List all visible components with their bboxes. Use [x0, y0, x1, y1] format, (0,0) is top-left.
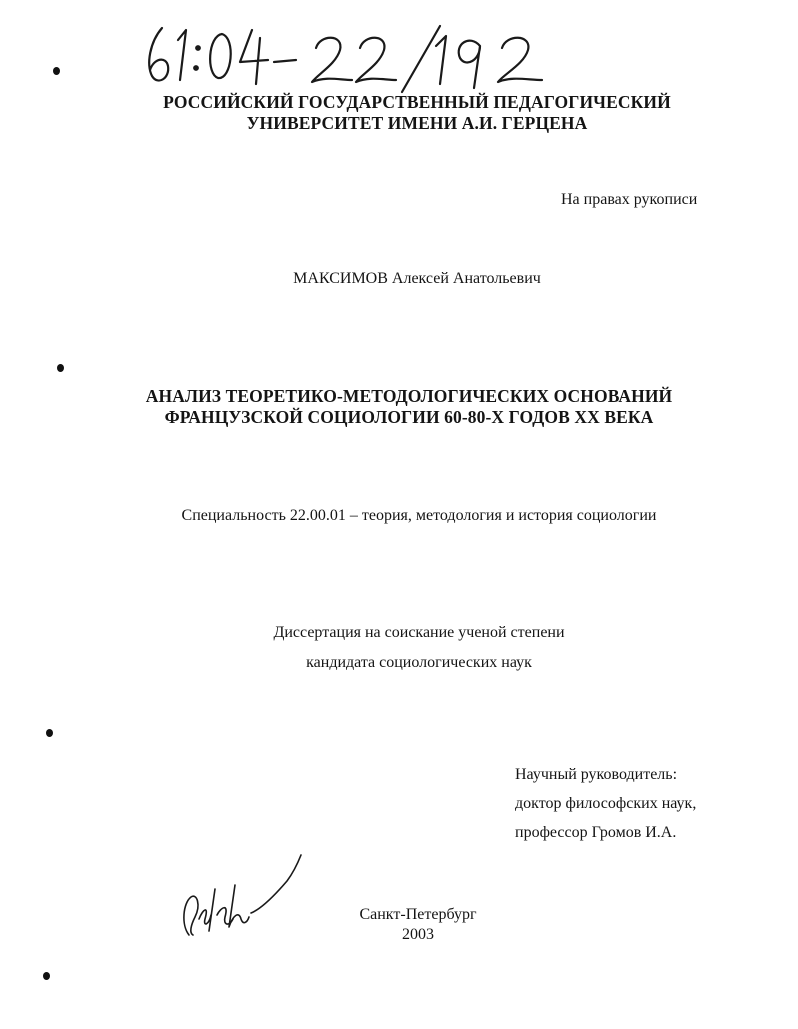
handwritten-archive-code — [140, 18, 560, 98]
manuscript-note: На правах рукописи — [561, 191, 698, 208]
specialty-line: Специальность 22.00.01 – теория, методология и история социологии — [181, 507, 657, 524]
institution-line-1: РОССИЙСКИЙ ГОСУДАРСТВЕННЫЙ ПЕДАГОГИЧЕСКИЙ — [163, 92, 671, 112]
author-name: МАКСИМОВ Алексей Анатольевич — [293, 270, 541, 287]
advisor-label: Научный руководитель: — [515, 766, 678, 783]
punch-hole-mark — [53, 67, 60, 75]
institution-heading — [18, 92, 798, 134]
punch-hole-mark — [46, 729, 53, 737]
dissertation-title — [10, 386, 798, 428]
title-line-2: ФРАНЦУЗСКОЙ СОЦИОЛОГИИ 60-80-Х ГОДОВ XX ВЕКА — [164, 407, 654, 427]
punch-hole-mark — [43, 972, 50, 980]
punch-hole-mark — [57, 364, 64, 372]
degree-line-1: Диссертация на соискание ученой степени — [273, 624, 565, 641]
year: 2003 — [402, 926, 434, 943]
handwritten-signature — [175, 845, 315, 945]
scientific-advisor — [515, 760, 696, 847]
title-line-1: АНАЛИЗ ТЕОРЕТИКО-МЕТОДОЛОГИЧЕСКИХ ОСНОВАНИЙ — [145, 386, 673, 406]
advisor-name: профессор Громов И.А. — [515, 824, 677, 841]
institution-line-2: УНИВЕРСИТЕТ ИМЕНИ А.И. ГЕРЦЕНА — [246, 113, 588, 133]
degree-line-2: кандидата социологических наук — [306, 654, 532, 671]
advisor-degree: доктор философских наук, — [515, 795, 697, 812]
city: Санкт-Петербург — [359, 906, 477, 923]
city-year-block — [353, 905, 483, 945]
